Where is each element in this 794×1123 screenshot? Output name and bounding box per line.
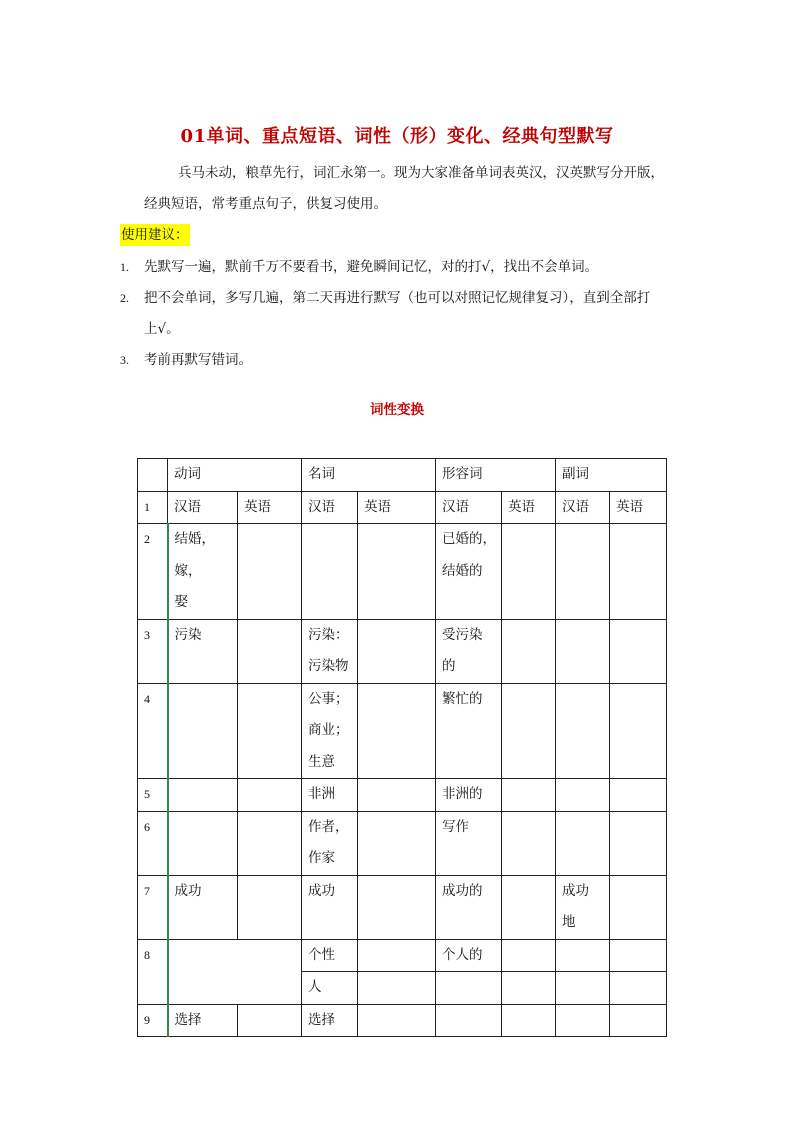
sub-header-cell: 英语 [502,491,556,524]
row-number: 3 [138,619,168,683]
answer-cell[interactable] [358,939,436,972]
chinese-cell [302,683,358,779]
merged-verb-cell [168,939,302,1004]
chinese-cell [436,683,502,779]
answer-cell[interactable] [610,683,667,779]
cell-line: 成功 [308,882,335,899]
step-item [120,252,680,283]
row-number: 9 [138,1004,168,1037]
sub-header-cell: 汉语 [556,491,610,524]
step-number: 2. [120,291,129,305]
row-number: 1 [138,491,168,524]
chinese-cell [436,811,502,875]
step-text: 考前再默写错词。 [144,352,252,368]
step-number: 3. [120,353,129,367]
chinese-cell [436,875,502,939]
chinese-cell [556,619,610,683]
answer-cell[interactable] [238,619,302,683]
chinese-cell [302,619,358,683]
cell-line: 非洲的 [442,786,483,802]
group-header-verb: 动词 [168,459,302,492]
chinese-cell: 选择 [302,1004,358,1037]
answer-cell[interactable] [502,811,556,875]
answer-cell[interactable] [610,779,667,812]
chinese-cell [556,779,610,812]
answer-cell[interactable] [502,524,556,620]
cell-line: 地 [562,914,576,930]
chinese-cell [436,619,502,683]
word-form-table [137,458,667,1037]
answer-cell[interactable] [436,1004,502,1037]
chinese-cell [302,875,358,939]
group-header-adverb: 副词 [556,459,667,492]
answer-cell[interactable] [502,875,556,939]
answer-cell[interactable] [238,683,302,779]
answer-cell[interactable] [556,972,610,1005]
intro-line-2: 经典短语，常考重点句子，供复习使用。 [144,196,387,212]
sub-header-cell: 汉语 [436,491,502,524]
answer-cell[interactable] [238,524,302,620]
answer-cell[interactable] [358,1004,436,1037]
section-title: 词性变换 [370,402,424,418]
row-number: 2 [138,524,168,620]
corner-cell [138,459,168,492]
cell-line: 作者， [308,818,349,835]
answer-cell[interactable] [610,939,667,972]
answer-cell[interactable] [502,972,556,1005]
chinese-cell: 人 [302,972,358,1005]
usage-steps [120,252,680,376]
answer-cell[interactable] [610,972,667,1005]
answer-cell[interactable] [358,683,436,779]
group-header-adjective: 形容词 [436,459,556,492]
chinese-cell [556,683,610,779]
sub-header-cell: 英语 [358,491,436,524]
step-text: 先默写一遍，默前千万不要看书，避免瞬间记忆，对的打√，找出不会单词。 [144,259,599,275]
cell-line: 成功 [562,882,589,899]
answer-cell[interactable] [238,1004,302,1037]
chinese-cell [168,811,238,875]
cell-line: 写作 [442,818,469,835]
row-number: 7 [138,875,168,939]
row-number: 5 [138,779,168,812]
intro-paragraph [144,158,664,220]
answer-cell[interactable] [610,811,667,875]
cell-line: 商业； [308,722,349,738]
chinese-cell [168,524,238,620]
cell-line: 成功的 [442,882,483,899]
step-item [120,283,680,345]
step-number: 1. [120,260,129,274]
cell-line: 公事； [308,690,349,707]
cell-line: 成功 [174,882,202,899]
sub-header-row [138,491,667,524]
table-row [138,1004,667,1037]
cell-line: 的 [442,658,456,674]
answer-cell[interactable] [436,972,502,1005]
table-row [138,875,667,939]
sub-header-cell: 汉语 [302,491,358,524]
cell-line: 生意 [308,753,335,770]
answer-cell[interactable] [610,524,667,620]
table-row [138,683,667,779]
cell-line: 非洲 [308,786,335,802]
cell-line: 结婚的 [442,562,483,579]
chinese-cell [302,811,358,875]
row-number: 8 [138,939,168,1004]
answer-cell[interactable] [502,619,556,683]
cell-line: 已婚的， [442,531,496,547]
chinese-cell: 个人的 [436,939,502,972]
answer-cell[interactable] [502,1004,556,1037]
table-row [138,939,667,972]
chinese-cell [436,779,502,812]
answer-cell[interactable] [358,619,436,683]
chinese-cell: 选择 [168,1004,238,1037]
answer-cell[interactable] [358,875,436,939]
answer-cell[interactable] [358,811,436,875]
sub-header-cell: 汉语 [168,491,238,524]
table-row [138,811,667,875]
answer-cell[interactable] [238,875,302,939]
group-header-noun: 名词 [302,459,436,492]
cell-line: 繁忙的 [442,690,483,707]
row-number: 4 [138,683,168,779]
answer-cell[interactable] [556,939,610,972]
answer-cell[interactable] [358,524,436,620]
chinese-cell [436,524,502,620]
chinese-cell [556,875,610,939]
sub-header-cell: 英语 [610,491,667,524]
cell-line: 污染 [174,626,202,643]
step-text: 把不会单词，多写几遍，第二天再进行默写（也可以对照记忆规律复习），直到全部打 上√。 [144,290,651,337]
chinese-cell [168,683,238,779]
chinese-cell [168,619,238,683]
table-row [138,524,667,620]
table-row [138,619,667,683]
answer-cell[interactable] [238,779,302,812]
answer-cell[interactable] [556,1004,610,1037]
cell-line: 受污染 [442,626,483,643]
answer-cell[interactable] [502,939,556,972]
cell-line: 结婚，嫁， [174,531,215,579]
row-number: 6 [138,811,168,875]
group-header-row [138,459,667,492]
answer-cell[interactable] [610,619,667,683]
chinese-cell [556,811,610,875]
chinese-cell [168,875,238,939]
chinese-cell [302,524,358,620]
cell-line: 污染物 [308,658,349,674]
step-item [120,345,680,376]
chinese-cell [168,779,238,812]
cell-line: 娶 [174,594,188,610]
answer-cell[interactable] [238,811,302,875]
answer-cell[interactable] [358,779,436,812]
chinese-cell [556,524,610,620]
answer-cell[interactable] [358,972,436,1005]
answer-cell[interactable] [502,779,556,812]
cell-line: 污染： [308,626,349,643]
page-title: 01单词、重点短语、词性（形）变化、经典句型默写 [180,126,614,147]
answer-cell[interactable] [610,1004,667,1037]
answer-cell[interactable] [610,875,667,939]
chinese-cell: 个性 [302,939,358,972]
sub-header-cell: 英语 [238,491,302,524]
table-row [138,779,667,812]
answer-cell[interactable] [502,683,556,779]
intro-line-1: 兵马未动，粮草先行，词汇永第一。现为大家准备单词表英汉，汉英默写分开版， [178,165,664,181]
usage-tip-label: 使用建议： [120,224,190,246]
chinese-cell [302,779,358,812]
cell-line: 作家 [308,850,335,866]
